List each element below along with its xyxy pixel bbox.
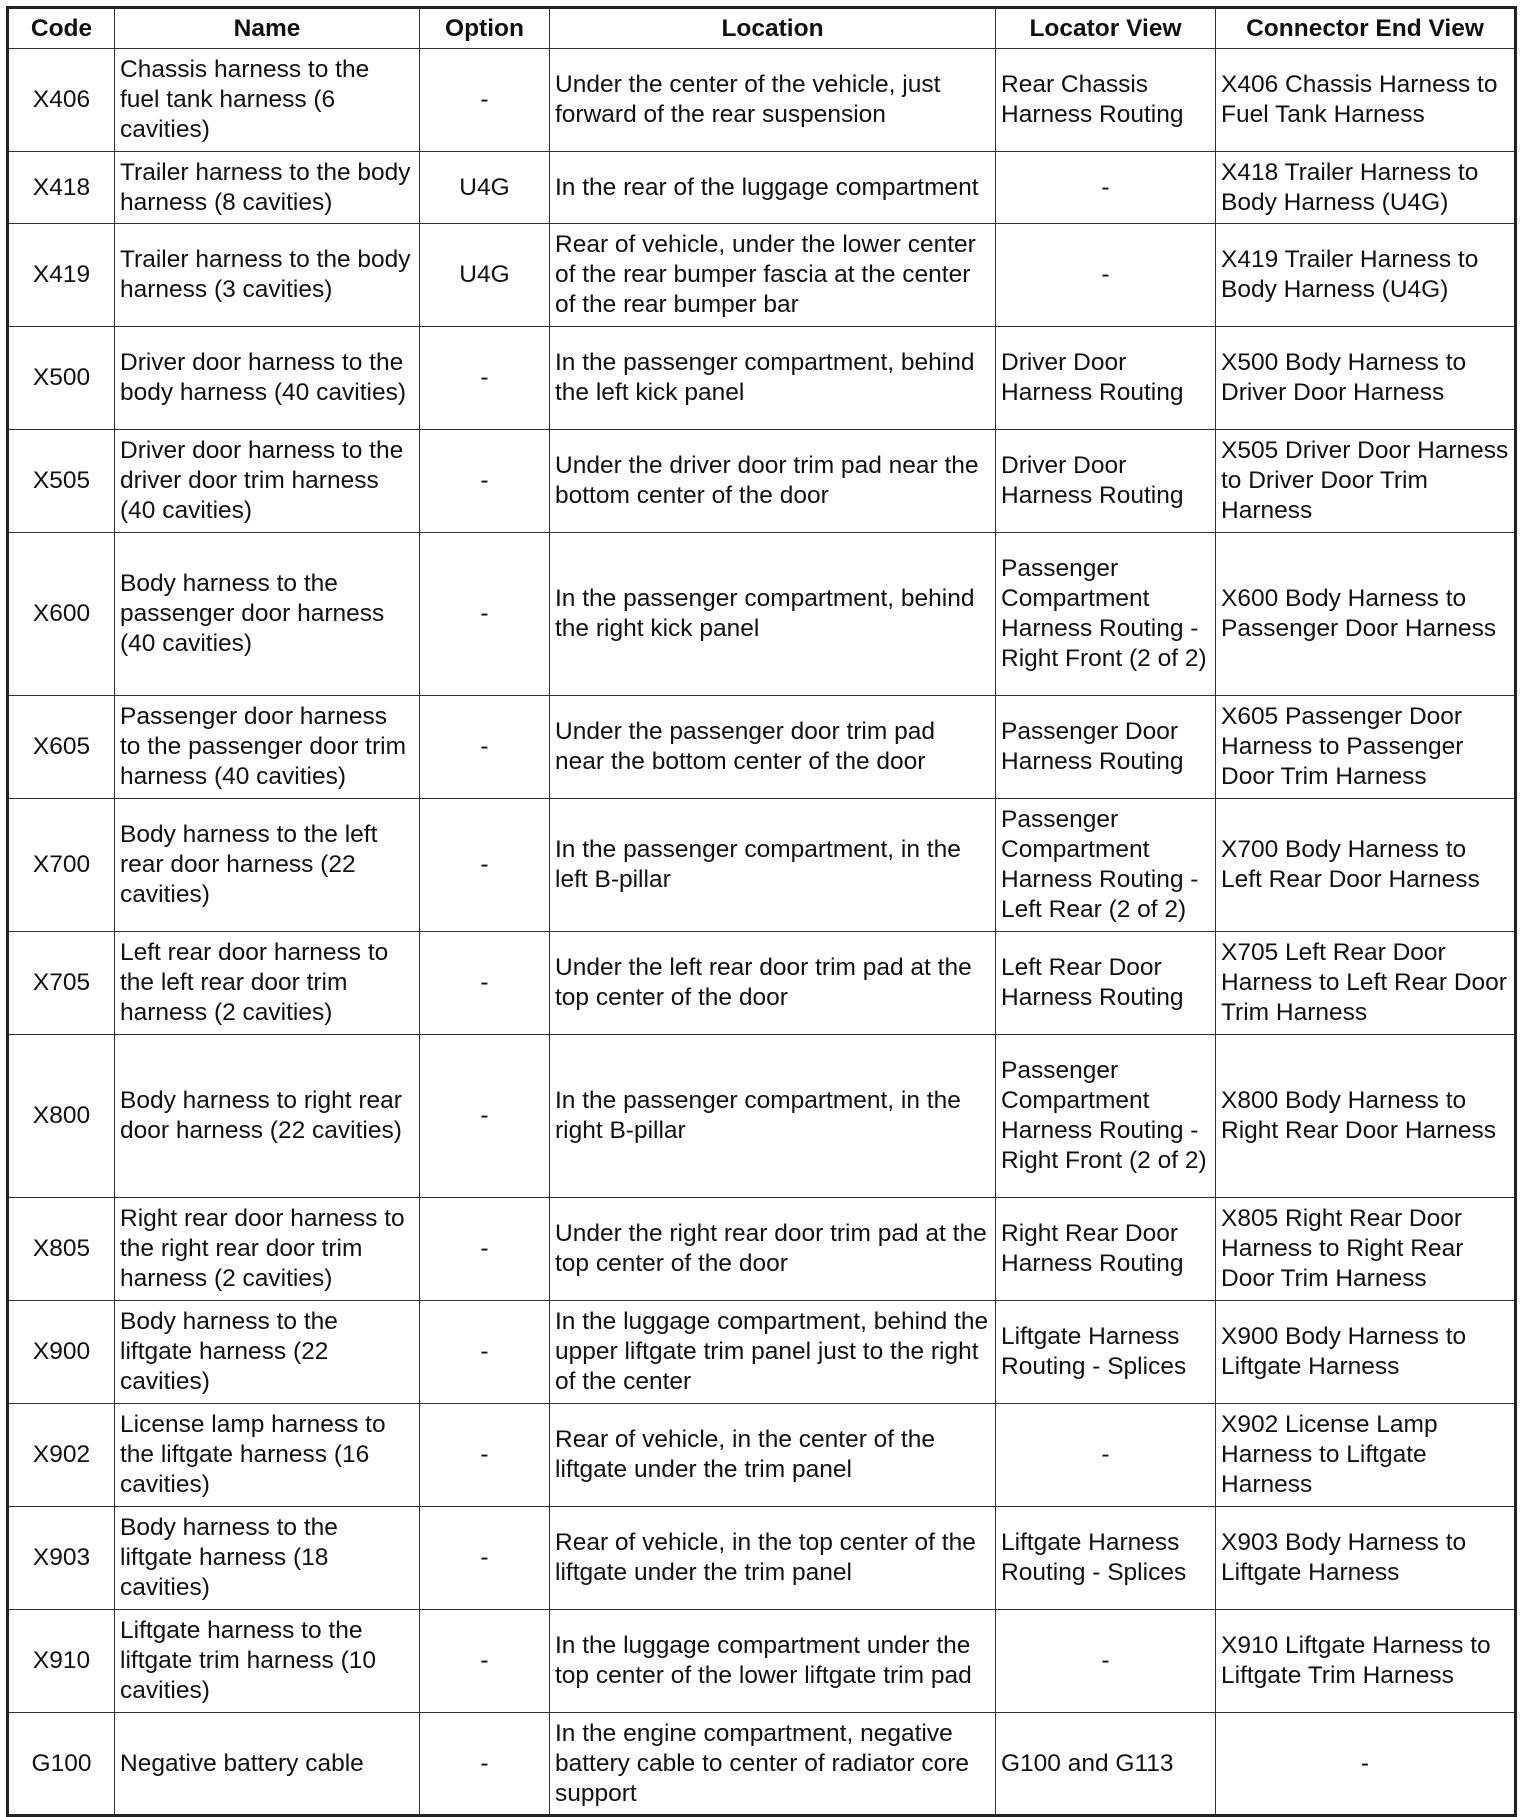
- cell-location: In the passenger compartment, behind the right kick panel: [550, 533, 996, 696]
- cell-code: X500: [8, 327, 115, 430]
- cell-code: X419: [8, 224, 115, 327]
- cell-locator-view: Right Rear Door Harness Routing: [996, 1198, 1216, 1301]
- header-name: Name: [115, 8, 420, 49]
- cell-option: -: [420, 1404, 550, 1507]
- cell-name: Right rear door harness to the right rear door trim harness (2 cavities): [115, 1198, 420, 1301]
- cell-location: Rear of vehicle, in the top center of the liftgate under the trim panel: [550, 1507, 996, 1610]
- header-connector-end-view: Connector End View: [1216, 8, 1516, 49]
- cell-location: In the passenger compartment, behind the left kick panel: [550, 327, 996, 430]
- cell-option: -: [420, 932, 550, 1035]
- cell-name: Trailer harness to the body harness (8 cavities): [115, 152, 420, 224]
- table-row: [8, 1301, 1516, 1404]
- cell-code: X805: [8, 1198, 115, 1301]
- cell-connector-end-view: -: [1216, 1713, 1516, 1816]
- cell-locator-view: Passenger Compartment Harness Routing - Right Front (2 of 2): [996, 1035, 1216, 1198]
- cell-option: -: [420, 1301, 550, 1404]
- connector-table: [6, 6, 1517, 1817]
- table-row: [8, 1713, 1516, 1816]
- cell-location: In the passenger compartment, in the right B-pillar: [550, 1035, 996, 1198]
- cell-code: X705: [8, 932, 115, 1035]
- table-row: [8, 152, 1516, 224]
- cell-locator-view: Liftgate Harness Routing - Splices: [996, 1507, 1216, 1610]
- cell-code: X910: [8, 1610, 115, 1713]
- cell-locator-view: Left Rear Door Harness Routing: [996, 932, 1216, 1035]
- cell-connector-end-view: X418 Trailer Harness to Body Harness (U4G): [1216, 152, 1516, 224]
- cell-location: In the engine compartment, negative battery cable to center of radiator core support: [550, 1713, 996, 1816]
- cell-code: X902: [8, 1404, 115, 1507]
- cell-option: -: [420, 799, 550, 932]
- cell-connector-end-view: X605 Passenger Door Harness to Passenger Door Trim Harness: [1216, 696, 1516, 799]
- cell-name: License lamp harness to the liftgate harness (16 cavities): [115, 1404, 420, 1507]
- cell-connector-end-view: X419 Trailer Harness to Body Harness (U4G): [1216, 224, 1516, 327]
- cell-location: In the luggage compartment under the top center of the lower liftgate trim pad: [550, 1610, 996, 1713]
- cell-locator-view: -: [996, 152, 1216, 224]
- table-row: [8, 430, 1516, 533]
- cell-location: Rear of vehicle, under the lower center of the rear bumper fascia at the center of the rear bumper bar: [550, 224, 996, 327]
- cell-locator-view: Passenger Door Harness Routing: [996, 696, 1216, 799]
- cell-code: X505: [8, 430, 115, 533]
- cell-option: -: [420, 1610, 550, 1713]
- header-locator-view: Locator View: [996, 8, 1216, 49]
- cell-option: -: [420, 533, 550, 696]
- cell-option: -: [420, 696, 550, 799]
- cell-locator-view: -: [996, 224, 1216, 327]
- table-row: [8, 1610, 1516, 1713]
- cell-location: In the rear of the luggage compartment: [550, 152, 996, 224]
- cell-name: Body harness to the passenger door harness (40 cavities): [115, 533, 420, 696]
- cell-locator-view: Rear Chassis Harness Routing: [996, 49, 1216, 152]
- cell-locator-view: Passenger Compartment Harness Routing - Right Front (2 of 2): [996, 533, 1216, 696]
- cell-location: Under the left rear door trim pad at the top center of the door: [550, 932, 996, 1035]
- cell-code: X900: [8, 1301, 115, 1404]
- connector-table-wrapper: [6, 6, 1517, 1817]
- cell-code: X700: [8, 799, 115, 932]
- cell-connector-end-view: X903 Body Harness to Liftgate Harness: [1216, 1507, 1516, 1610]
- cell-locator-view: Driver Door Harness Routing: [996, 327, 1216, 430]
- cell-location: In the luggage compartment, behind the upper liftgate trim panel just to the right of the center: [550, 1301, 996, 1404]
- cell-locator-view: -: [996, 1610, 1216, 1713]
- cell-option: -: [420, 1035, 550, 1198]
- cell-name: Negative battery cable: [115, 1713, 420, 1816]
- header-location: Location: [550, 8, 996, 49]
- cell-code: X903: [8, 1507, 115, 1610]
- table-row: [8, 327, 1516, 430]
- cell-name: Driver door harness to the driver door trim harness (40 cavities): [115, 430, 420, 533]
- cell-connector-end-view: X800 Body Harness to Right Rear Door Harness: [1216, 1035, 1516, 1198]
- table-row: [8, 696, 1516, 799]
- cell-code: X418: [8, 152, 115, 224]
- cell-connector-end-view: X600 Body Harness to Passenger Door Harness: [1216, 533, 1516, 696]
- cell-option: -: [420, 1507, 550, 1610]
- cell-option: U4G: [420, 152, 550, 224]
- cell-name: Left rear door harness to the left rear door trim harness (2 cavities): [115, 932, 420, 1035]
- cell-option: -: [420, 1713, 550, 1816]
- cell-name: Liftgate harness to the liftgate trim harness (10 cavities): [115, 1610, 420, 1713]
- cell-connector-end-view: X705 Left Rear Door Harness to Left Rear Door Trim Harness: [1216, 932, 1516, 1035]
- cell-location: In the passenger compartment, in the left B-pillar: [550, 799, 996, 932]
- cell-code: X406: [8, 49, 115, 152]
- table-row: [8, 799, 1516, 932]
- table-row: [8, 49, 1516, 152]
- cell-connector-end-view: X500 Body Harness to Driver Door Harness: [1216, 327, 1516, 430]
- cell-name: Chassis harness to the fuel tank harness (6 cavities): [115, 49, 420, 152]
- cell-name: Body harness to the liftgate harness (22 cavities): [115, 1301, 420, 1404]
- cell-code: X800: [8, 1035, 115, 1198]
- header-code: Code: [8, 8, 115, 49]
- cell-connector-end-view: X902 License Lamp Harness to Liftgate Harness: [1216, 1404, 1516, 1507]
- cell-option: U4G: [420, 224, 550, 327]
- table-row: [8, 1507, 1516, 1610]
- table-row: [8, 1404, 1516, 1507]
- cell-name: Trailer harness to the body harness (3 cavities): [115, 224, 420, 327]
- cell-location: Under the center of the vehicle, just forward of the rear suspension: [550, 49, 996, 152]
- cell-option: -: [420, 327, 550, 430]
- cell-name: Body harness to right rear door harness (22 cavities): [115, 1035, 420, 1198]
- cell-name: Body harness to the liftgate harness (18 cavities): [115, 1507, 420, 1610]
- cell-connector-end-view: X700 Body Harness to Left Rear Door Harness: [1216, 799, 1516, 932]
- cell-location: Under the passenger door trim pad near the bottom center of the door: [550, 696, 996, 799]
- cell-name: Driver door harness to the body harness (40 cavities): [115, 327, 420, 430]
- table-row: [8, 533, 1516, 696]
- cell-locator-view: Liftgate Harness Routing - Splices: [996, 1301, 1216, 1404]
- cell-locator-view: -: [996, 1404, 1216, 1507]
- cell-connector-end-view: X505 Driver Door Harness to Driver Door Trim Harness: [1216, 430, 1516, 533]
- cell-code: X600: [8, 533, 115, 696]
- cell-locator-view: Passenger Compartment Harness Routing - Left Rear (2 of 2): [996, 799, 1216, 932]
- cell-connector-end-view: X900 Body Harness to Liftgate Harness: [1216, 1301, 1516, 1404]
- cell-locator-view: G100 and G113: [996, 1713, 1216, 1816]
- cell-name: Passenger door harness to the passenger door trim harness (40 cavities): [115, 696, 420, 799]
- table-row: [8, 1035, 1516, 1198]
- cell-code: G100: [8, 1713, 115, 1816]
- cell-locator-view: Driver Door Harness Routing: [996, 430, 1216, 533]
- cell-option: -: [420, 1198, 550, 1301]
- cell-location: Under the driver door trim pad near the bottom center of the door: [550, 430, 996, 533]
- header-row: [8, 8, 1516, 49]
- cell-option: -: [420, 430, 550, 533]
- cell-connector-end-view: X406 Chassis Harness to Fuel Tank Harness: [1216, 49, 1516, 152]
- cell-connector-end-view: X910 Liftgate Harness to Liftgate Trim Harness: [1216, 1610, 1516, 1713]
- cell-code: X605: [8, 696, 115, 799]
- table-row: [8, 224, 1516, 327]
- header-option: Option: [420, 8, 550, 49]
- cell-name: Body harness to the left rear door harness (22 cavities): [115, 799, 420, 932]
- table-row: [8, 1198, 1516, 1301]
- cell-connector-end-view: X805 Right Rear Door Harness to Right Rear Door Trim Harness: [1216, 1198, 1516, 1301]
- cell-location: Rear of vehicle, in the center of the liftgate under the trim panel: [550, 1404, 996, 1507]
- cell-location: Under the right rear door trim pad at the top center of the door: [550, 1198, 996, 1301]
- table-row: [8, 932, 1516, 1035]
- cell-option: -: [420, 49, 550, 152]
